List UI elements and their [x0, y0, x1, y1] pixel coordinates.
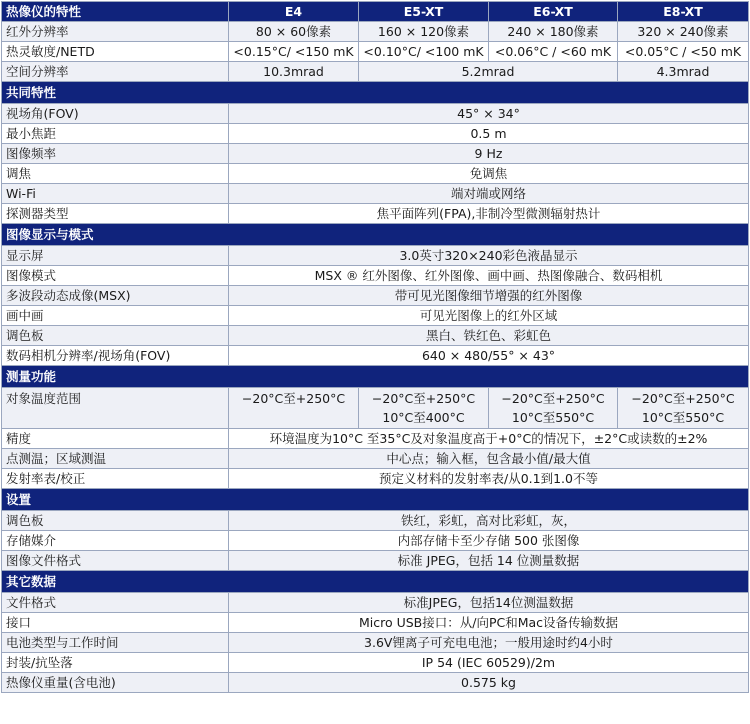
row-label: Wi-Fi: [2, 184, 229, 204]
header-label: 热像仪的特性: [2, 2, 229, 22]
row-label: 存储媒介: [2, 531, 229, 551]
cell-value: 内部存储卡至少存储 500 张图像: [229, 531, 749, 551]
row-label: 画中画: [2, 306, 229, 326]
cell-value: 45° × 34°: [229, 104, 749, 124]
cell-value: <0.05°C / <50 mK: [618, 42, 749, 62]
section-header-settings: [2, 489, 749, 511]
table-row: [2, 613, 749, 633]
cell-value: 带可见光图像细节增强的红外图像: [229, 286, 749, 306]
row-label: 空间分辨率: [2, 62, 229, 82]
table-row: [2, 593, 749, 613]
row-label: 电池类型与工作时间: [2, 633, 229, 653]
model-e6-xt: E6-XT: [489, 2, 618, 22]
table-row: [2, 144, 749, 164]
table-row: [2, 388, 749, 429]
row-label: 热像仪重量(含电池): [2, 673, 229, 693]
model-e5-xt: E5-XT: [359, 2, 489, 22]
cell-value: 0.575 kg: [229, 673, 749, 693]
row-label: 数码相机分辨率/视场角(FOV): [2, 346, 229, 366]
table-header-row: [2, 2, 749, 22]
cell-value: 中心点；输入框，包含最小值/最大值: [229, 449, 749, 469]
row-label: 图像模式: [2, 266, 229, 286]
cell-value: −20°C至+250°C: [229, 388, 359, 429]
cell-value: 640 × 480/55° × 43°: [229, 346, 749, 366]
table-row: [2, 511, 749, 531]
row-label: 最小焦距: [2, 124, 229, 144]
cell-value: <0.06°C / <60 mK: [489, 42, 618, 62]
row-label: 调色板: [2, 326, 229, 346]
section-title: 测量功能: [2, 366, 749, 388]
cell-value: −20°C至+250°C 10°C至550°C: [618, 388, 749, 429]
section-header-other: [2, 571, 749, 593]
row-label: 热灵敏度/NETD: [2, 42, 229, 62]
table-row: [2, 266, 749, 286]
row-label: 对象温度范围: [2, 388, 229, 429]
cell-value: 5.2mrad: [359, 62, 618, 82]
cell-value: 3.0英寸320×240彩色液晶显示: [229, 246, 749, 266]
cell-value: 环境温度为10°C 至35°C及对象温度高于+0°C的情况下，±2°C或读数的±2%: [229, 429, 749, 449]
row-label: 调色板: [2, 511, 229, 531]
cell-value: <0.10°C/ <100 mK: [359, 42, 489, 62]
row-label: 多波段动态成像(MSX): [2, 286, 229, 306]
table-row: [2, 551, 749, 571]
table-row: [2, 306, 749, 326]
cell-value: Micro USB接口：从/向PC和Mac设备传输数据: [229, 613, 749, 633]
cell-value: 预定义材料的发射率表/从0.1到1.0不等: [229, 469, 749, 489]
cell-value: 80 × 60像素: [229, 22, 359, 42]
section-title: 设置: [2, 489, 749, 511]
row-label: 视场角(FOV): [2, 104, 229, 124]
section-title: 共同特性: [2, 82, 749, 104]
model-e4: E4: [229, 2, 359, 22]
row-label: 点测温；区域测温: [2, 449, 229, 469]
spec-table: [1, 1, 749, 693]
row-label: 探测器类型: [2, 204, 229, 224]
cell-value: 端对端或网络: [229, 184, 749, 204]
row-label: 调焦: [2, 164, 229, 184]
row-label: 图像频率: [2, 144, 229, 164]
table-row: [2, 449, 749, 469]
cell-value: −20°C至+250°C 10°C至550°C: [489, 388, 618, 429]
row-label: 显示屏: [2, 246, 229, 266]
cell-value: <0.15°C/ <150 mK: [229, 42, 359, 62]
cell-value: 标准 JPEG，包括 14 位测量数据: [229, 551, 749, 571]
cell-value: 240 × 180像素: [489, 22, 618, 42]
table-row: [2, 469, 749, 489]
table-row: [2, 22, 749, 42]
cell-value: 焦平面阵列(FPA),非制冷型微测辐射热计: [229, 204, 749, 224]
row-label: 发射率表/校正: [2, 469, 229, 489]
model-e8-xt: E8-XT: [618, 2, 749, 22]
cell-value: 可见光图像上的红外区域: [229, 306, 749, 326]
cell-value: 3.6V锂离子可充电电池；一般用途时约4小时: [229, 633, 749, 653]
cell-value: −20°C至+250°C 10°C至400°C: [359, 388, 489, 429]
cell-value: 4.3mrad: [618, 62, 749, 82]
cell-value: 0.5 m: [229, 124, 749, 144]
row-label: 红外分辨率: [2, 22, 229, 42]
table-row: [2, 673, 749, 693]
table-row: [2, 286, 749, 306]
row-label: 封装/抗坠落: [2, 653, 229, 673]
table-row: [2, 184, 749, 204]
section-header-measure: [2, 366, 749, 388]
table-row: [2, 204, 749, 224]
row-label: 图像文件格式: [2, 551, 229, 571]
table-row: [2, 429, 749, 449]
table-row: [2, 346, 749, 366]
table-row: [2, 62, 749, 82]
cell-value: 9 Hz: [229, 144, 749, 164]
table-row: [2, 531, 749, 551]
table-row: [2, 633, 749, 653]
table-row: [2, 653, 749, 673]
cell-value: 320 × 240像素: [618, 22, 749, 42]
cell-value: 标准JPEG，包括14位测温数据: [229, 593, 749, 613]
cell-value: 免调焦: [229, 164, 749, 184]
table-row: [2, 164, 749, 184]
cell-value: 黑白、铁红色、彩虹色: [229, 326, 749, 346]
row-label: 文件格式: [2, 593, 229, 613]
section-header-display: [2, 224, 749, 246]
section-header-common: [2, 82, 749, 104]
section-title: 图像显示与模式: [2, 224, 749, 246]
section-title: 其它数据: [2, 571, 749, 593]
table-row: [2, 104, 749, 124]
row-label: 接口: [2, 613, 229, 633]
row-label: 精度: [2, 429, 229, 449]
table-row: [2, 42, 749, 62]
cell-value: 160 × 120像素: [359, 22, 489, 42]
table-row: [2, 246, 749, 266]
cell-value: MSX ® 红外图像、红外图像、画中画、热图像融合、数码相机: [229, 266, 749, 286]
table-row: [2, 124, 749, 144]
cell-value: 铁红，彩虹，高对比彩虹，灰，: [229, 511, 749, 531]
cell-value: IP 54 (IEC 60529)/2m: [229, 653, 749, 673]
table-row: [2, 326, 749, 346]
cell-value: 10.3mrad: [229, 62, 359, 82]
